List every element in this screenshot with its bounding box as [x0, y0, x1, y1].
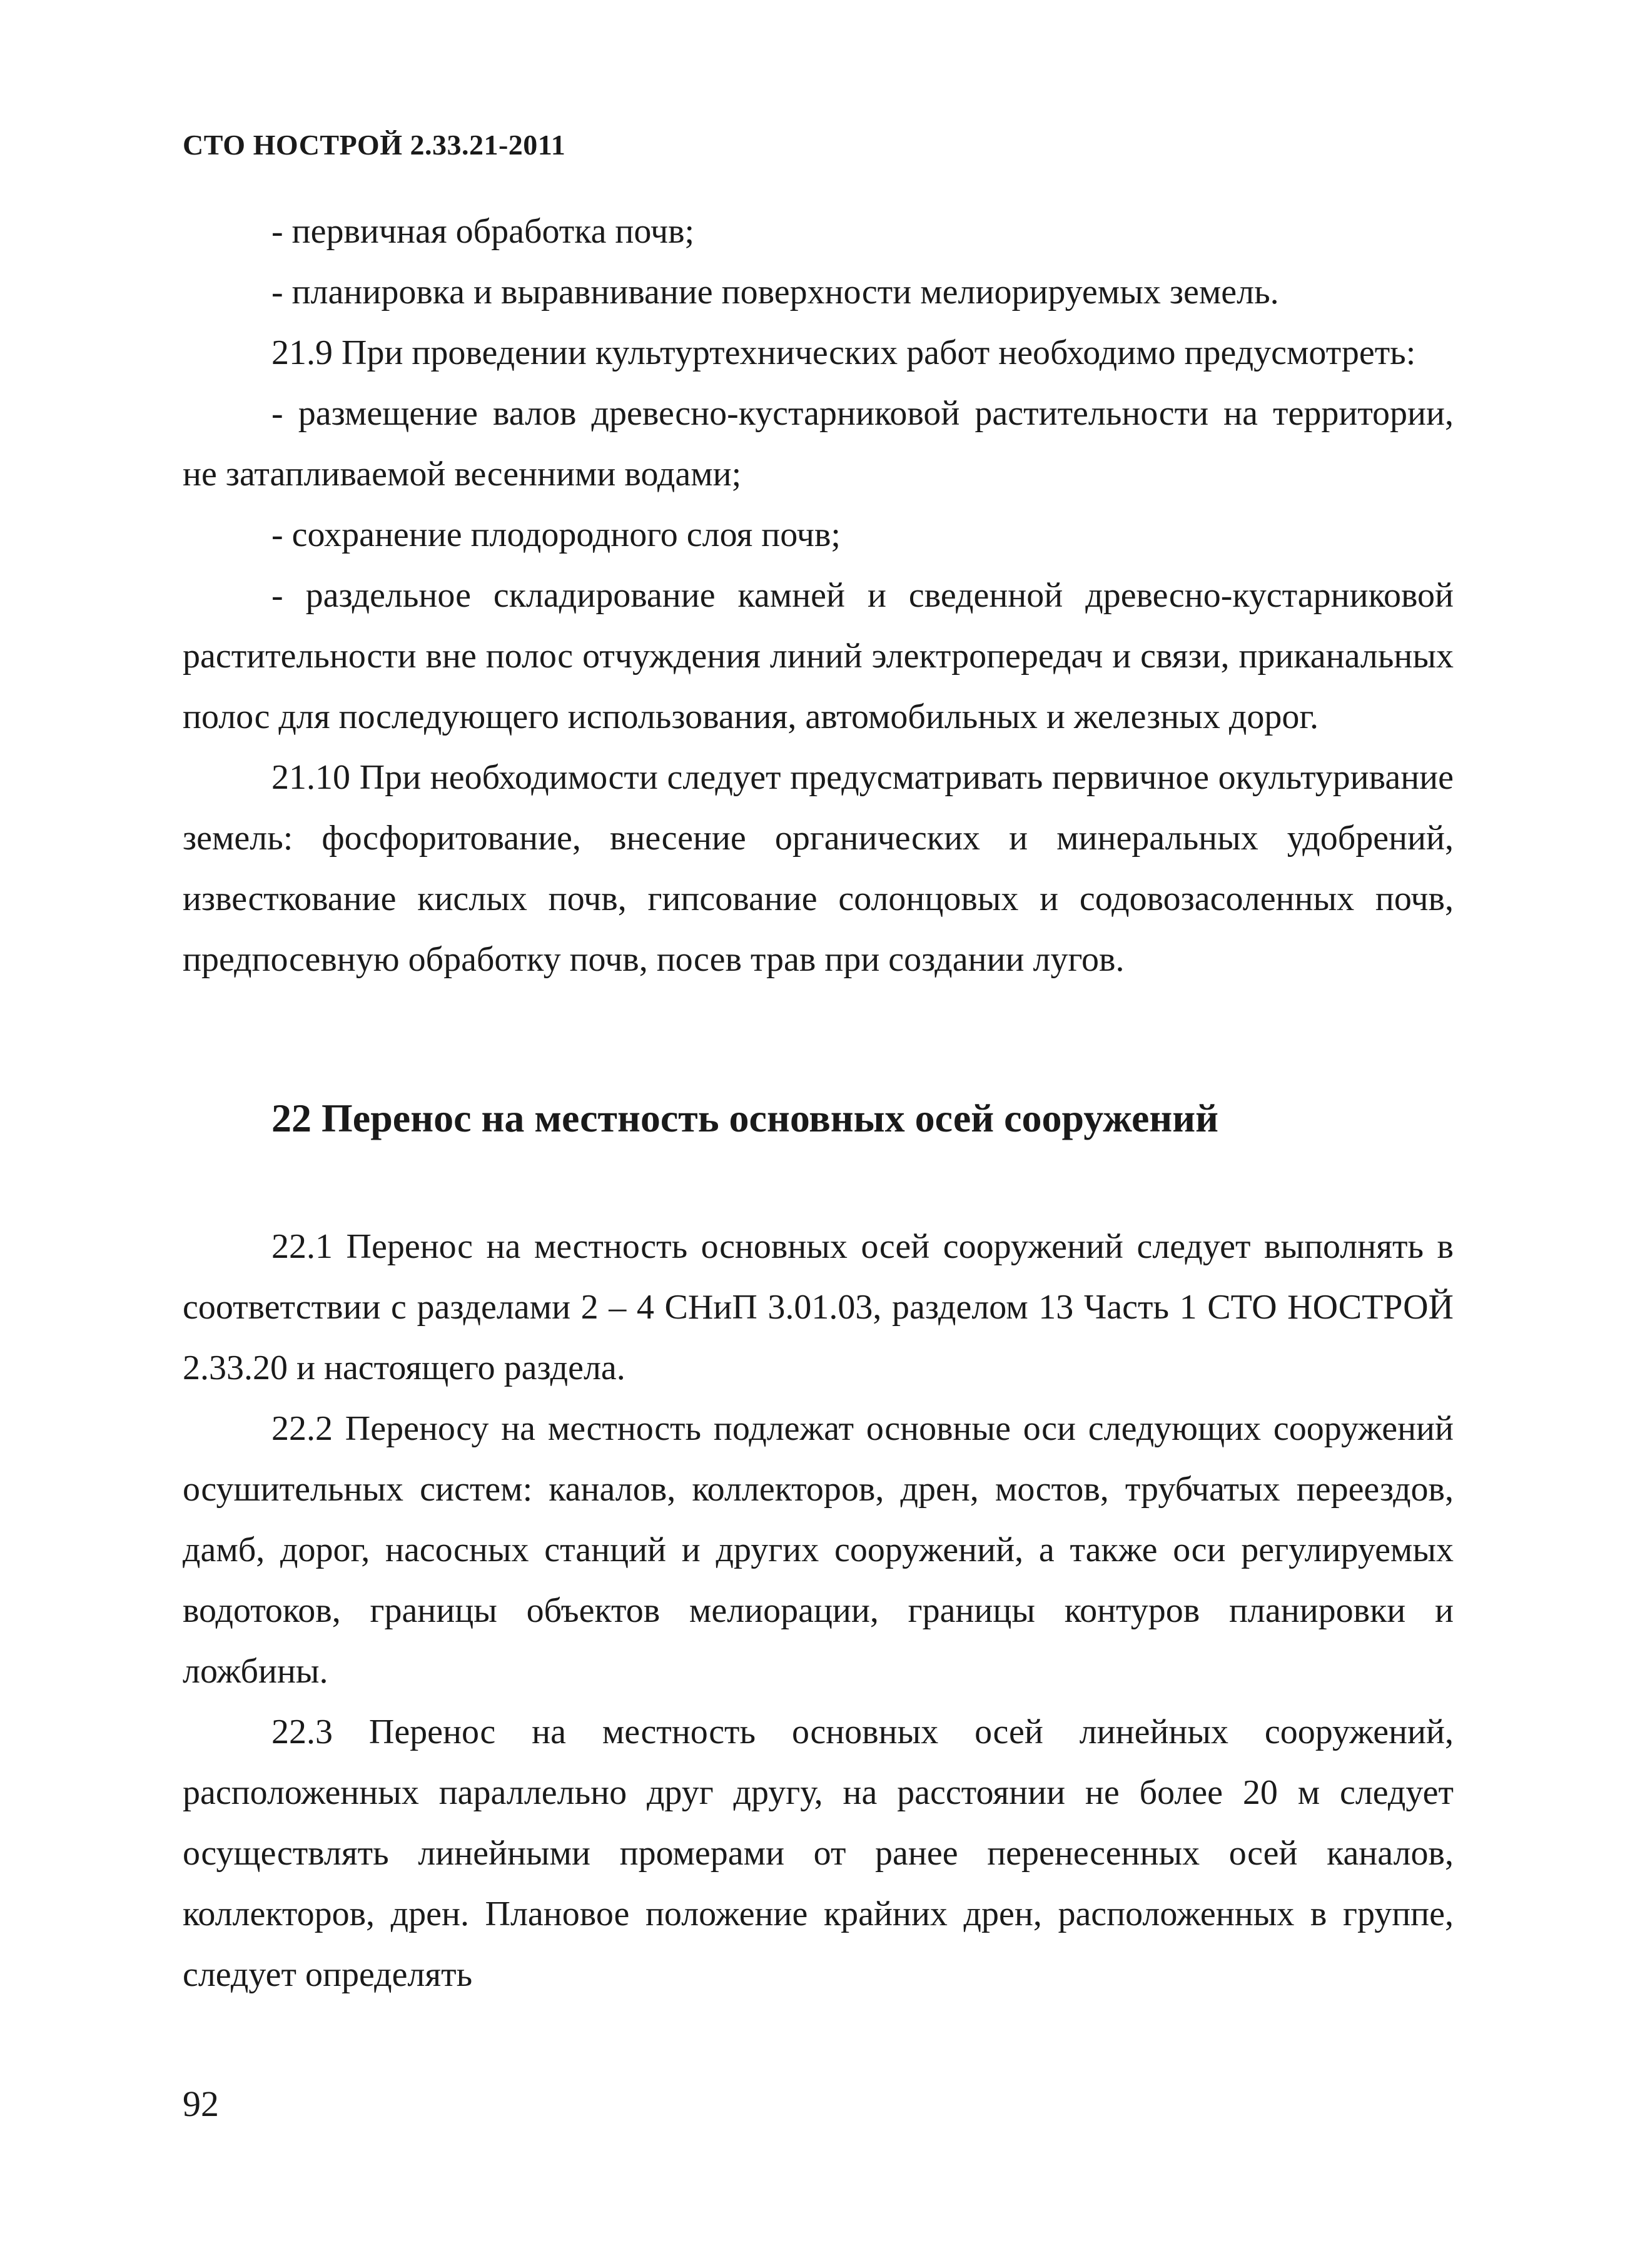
text-block-bottom: [183, 1217, 1454, 2005]
paragraph: 22.2 Переносу на местность подлежат основные оси следующих сооружений осушительных систем: каналов, коллекторов, дрен, мостов, трубчатых переездов, дамб, дорог, насосных станций и других сооружений, а также оси регулируемых водотоков, границы объектов мелиорации, границы контуров планировки и ложбины.: [183, 1409, 1454, 1691]
paragraph: - раздельное складирование камней и сведенной древесно-кустарниковой растительности вне полос отчуждения линий электропередач и связи, приканальных полос для последующего использования, автомобильных и железных дорог.: [183, 576, 1454, 736]
paragraph: 22.1 Перенос на местность основных осей сооружений следует выполнять в соответствии с разделами 2 – 4 СНиП 3.01.03, разделом 13 Часть 1 СТО НОСТРОЙ 2.33.20 и настоящего раздела.: [183, 1227, 1454, 1387]
paragraph: 22.3 Перенос на местность основных осей линейных сооружений, расположенных параллельно друг другу, на расстоянии не более 20 м следует осуществлять линейными промерами от ранее перенесенных осей каналов, коллекторов, дрен. Плановое положение крайних дрен, расположенных в группе, следует определять: [183, 1713, 1454, 1994]
paragraph: - первичная обработка почв;: [271, 212, 695, 251]
page-number: 92: [183, 2083, 219, 2124]
paragraph: - размещение валов древесно-кустарниковой растительности на территории, не затапливаемой весенними водами;: [183, 394, 1454, 494]
paragraph: 21.10 При необходимости следует предусматривать первичное окультуривание земель: фосфоритование, внесение органических и минеральных удобрений, известкование кислых почв, гипсование солонцовых и содовозасоленных почв, предпосевную обработку почв, посев трав при создании лугов.: [183, 758, 1454, 979]
text-block-top: [183, 201, 1454, 990]
document-page: [183, 0, 1454, 2268]
paragraph: - планировка и выравнивание поверхности мелиорируемых земель.: [271, 273, 1279, 311]
document-code-header: СТО НОСТРОЙ 2.33.21-2011: [183, 129, 566, 161]
section-heading: 22 Перенос на местность основных осей сооружений: [271, 1096, 1218, 1140]
paragraph: - сохранение плодородного слоя почв;: [271, 515, 841, 554]
paragraph: 21.9 При проведении культуртехнических работ необходимо предусмотреть:: [271, 333, 1416, 372]
